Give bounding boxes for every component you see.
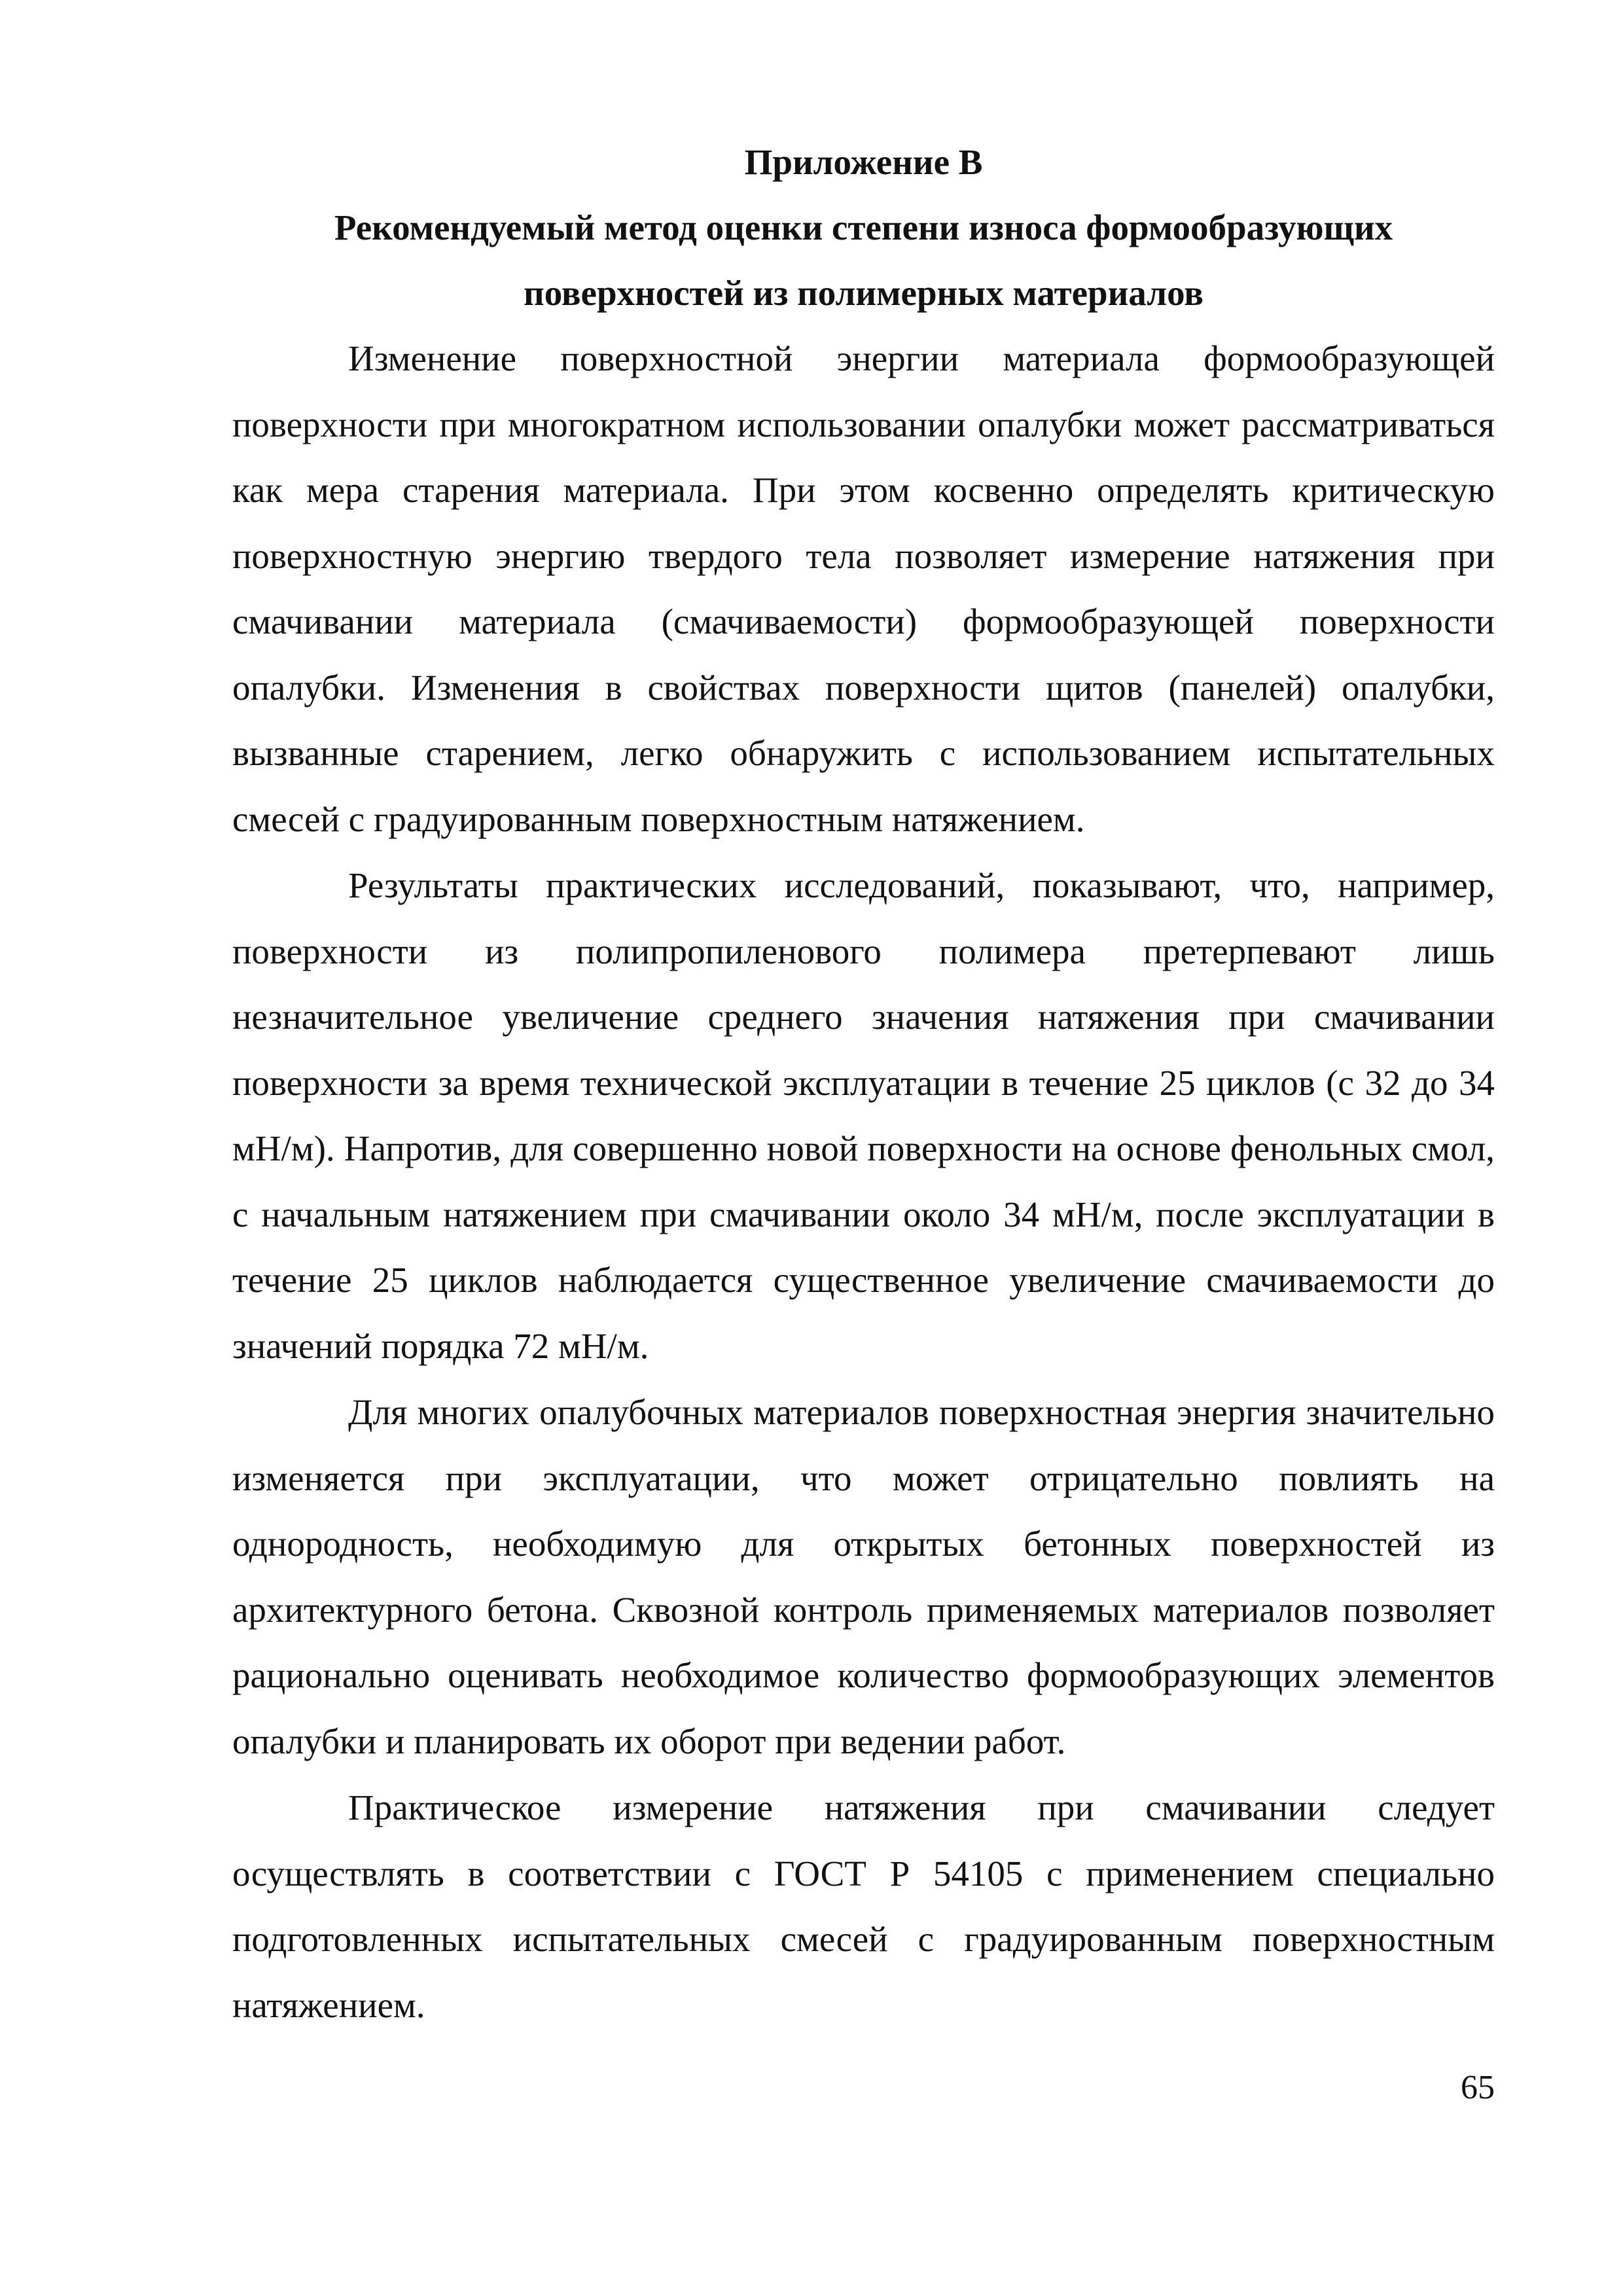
appendix-title: Приложение В	[744, 142, 983, 182]
paragraph-formwork-materials: Для многих опалубочных материалов поверхностная энергия значительно изменяется при эксплуатации, что может отрицательно повлиять на однородность, необходимую для открытых бетонных поверхностей из архитектурного бетона. Сквозной контроль применяемых материалов позволяет рационально оценивать необходимое количество формообразующих элементов опалубки и планировать их оборот при ведении работ.	[232, 1392, 1495, 1761]
paragraph-surface-energy: Изменение поверхностной энергии материала формообразующей поверхности при многократном использовании опалубки может рассматриваться как мера старения материала. При этом косвенно определять критическую поверхностную энергию твердого тела позволяет измерение натяжения при смачивании материала (смачиваемости) формообразующей поверхности опалубки. Изменения в свойствах поверхности щитов (панелей) опалубки, вызванные старением, легко обнаружить с использованием испытательных смесей с градуированным поверхностным натяжением.	[232, 338, 1495, 839]
section-title-line-1: Рекомендуемый метод оценки степени износа формообразующих	[334, 207, 1393, 247]
page-content	[232, 130, 1495, 2039]
section-title-line-2: поверхностей из полимерных материалов	[524, 273, 1204, 313]
page-number: 65	[1461, 2069, 1495, 2106]
paragraph-research-results: Результаты практических исследований, показывают, что, например, поверхности из полипропиленового полимера претерпевают лишь незначительное увеличение среднего значения натяжения при смачивании поверхности за время технической эксплуатации в течение 25 циклов (с 32 до 34 мН/м). Напротив, для совершенно новой поверхности на основе фенольных смол, с начальным натяжением при смачивании около 34 мН/м, после эксплуатации в течение 25 циклов наблюдается существенное увеличение смачиваемости до значений порядка 72 мН/м.	[232, 865, 1495, 1366]
paragraph-practical-measurement: Практическое измерение натяжения при смачивании следует осуществлять в соответствии с ГОСТ Р 54105 с применением специально подготовленных испытательных смесей с градуированным поверхностным натяжением.	[232, 1787, 1495, 2025]
